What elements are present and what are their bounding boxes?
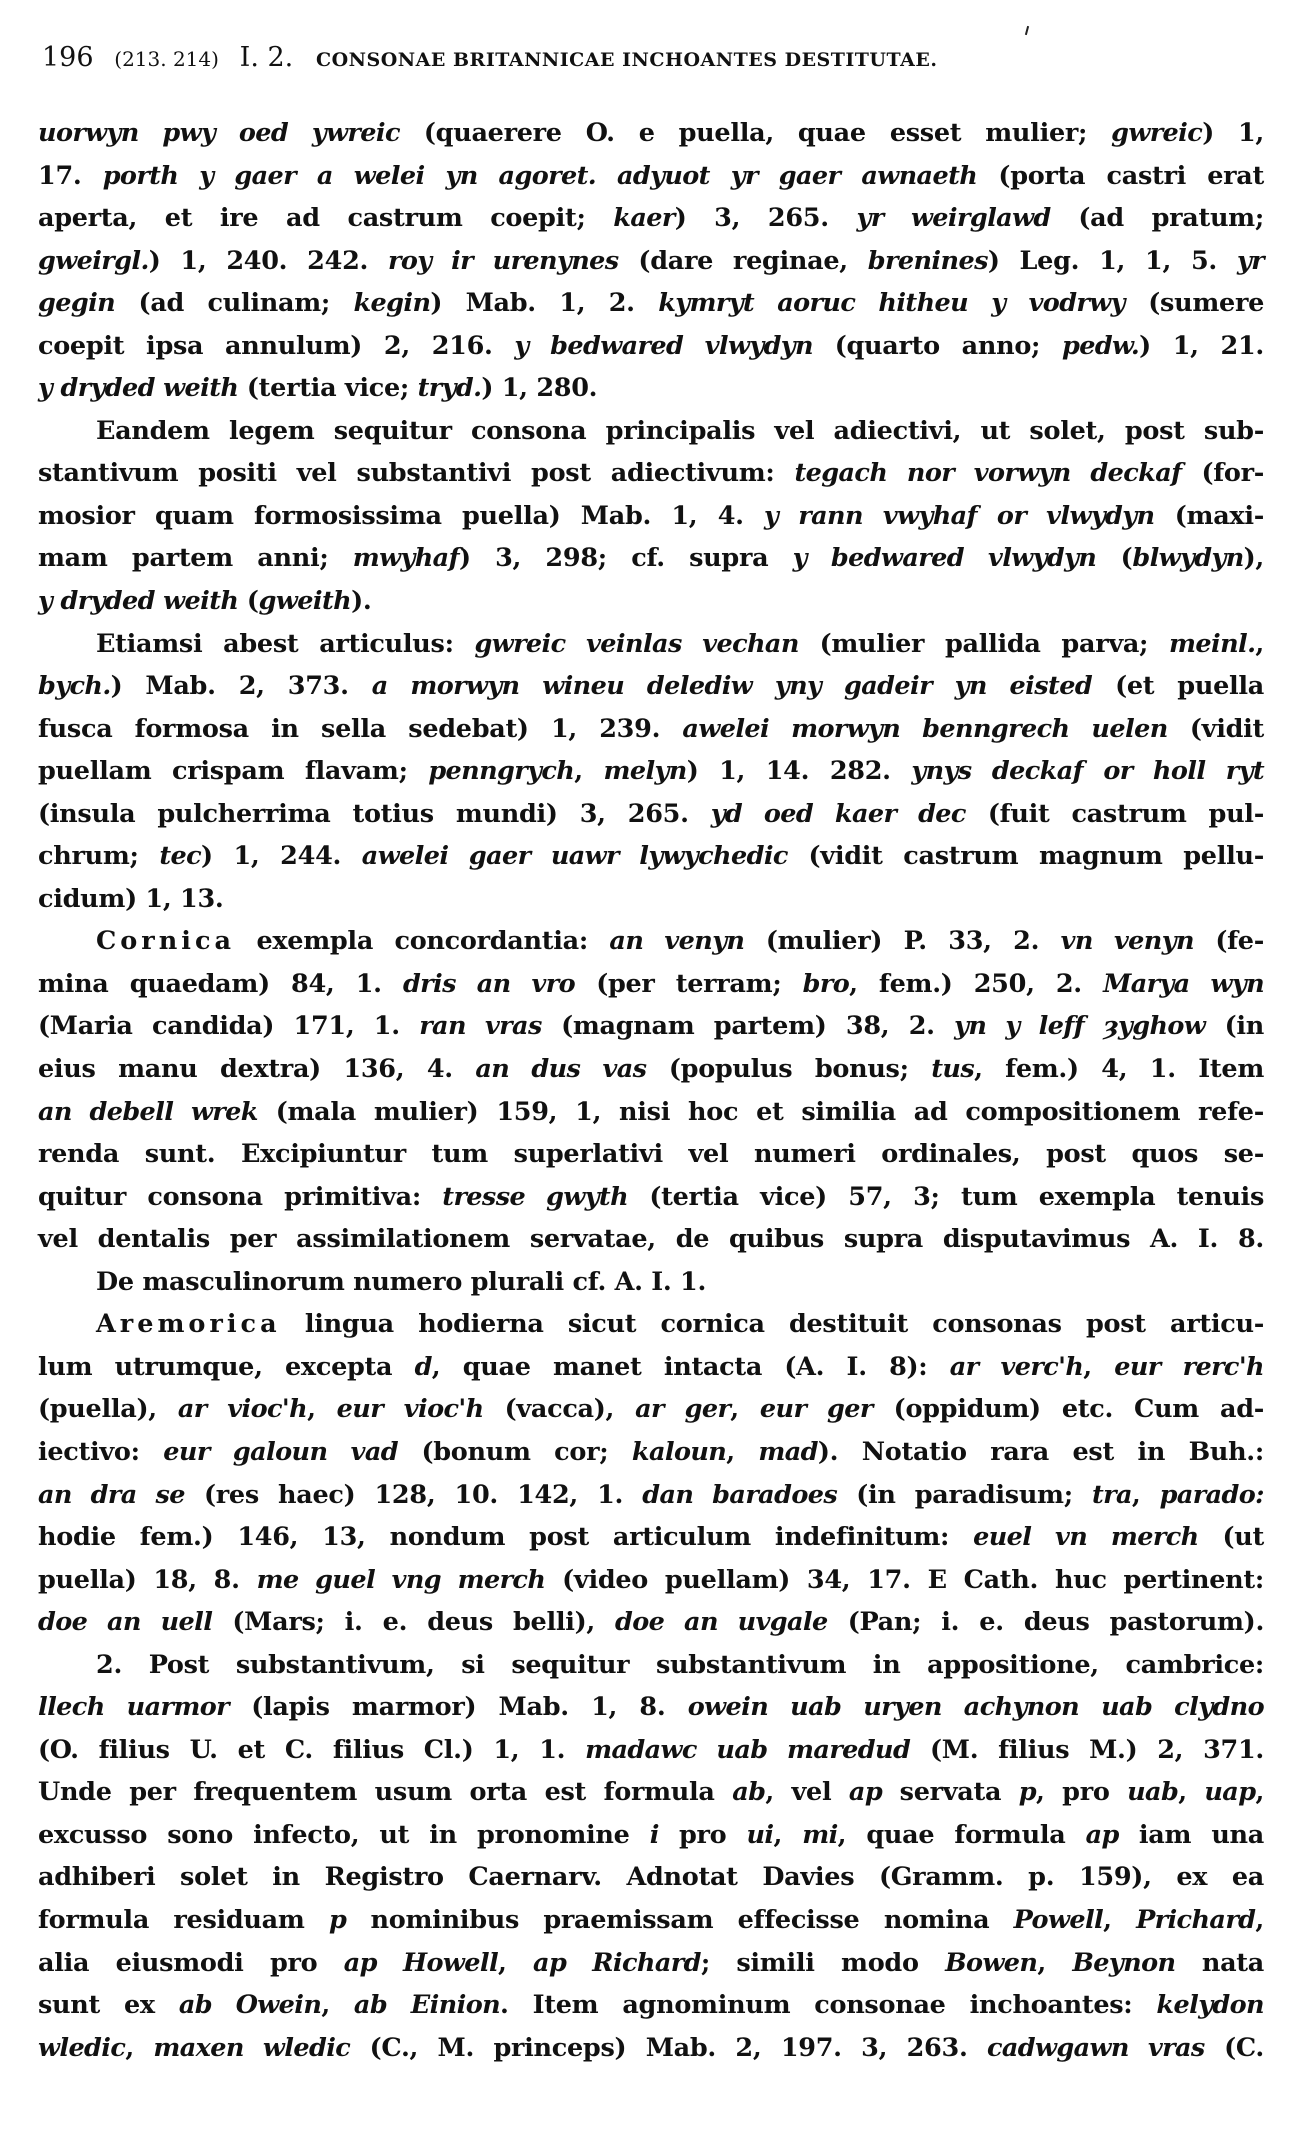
roman-text: lum utrumque, excepta [38,1351,415,1382]
roman-text: (vacca), [483,1394,636,1425]
roman-text: adhiberi solet in Registro Caernarv. Adnotat Davies (Gramm. p. 159), ex ea [38,1862,1264,1893]
italic-citation: a morwyn wineu delediw yny gadeir yn eisted [371,671,1093,702]
roman-text: (insula pulcherrima totius mundi) 3, 265. [38,798,711,829]
spaced-term: Cornica [96,926,236,957]
italic-citation: kelydon [1156,1990,1264,2021]
roman-text: , [1255,1904,1264,1935]
roman-text: (C., M. princeps) Mab. 2, 197. 3, 263. [350,2032,987,2063]
italic-citation: ap Howell [343,1947,499,1978]
roman-text: (populus bonus; [646,1054,932,1085]
print-mark [1025,26,1029,35]
italic-citation: porth y gaer a welei yn agoret. adyuot yr gaer awnaeth [102,160,978,191]
roman-text: (in [1205,1011,1264,1042]
italic-citation: y bedwared vlwydyn [792,543,1097,574]
italic-citation: ap [848,1777,883,1808]
roman-text: , [1131,1479,1160,1510]
text-line [38,665,1264,708]
italic-citation: melyn [603,756,687,787]
text-line [38,1261,1264,1304]
roman-text: ) 1, 21. [1139,330,1264,361]
text-line [38,1601,1264,1644]
italic-citation: kaloun [631,1436,727,1467]
italic-citation: me guel vng merch [256,1564,546,1595]
roman-text: Etiamsi abest articulus: [96,628,475,659]
roman-text: puellam crispam flavam; [38,756,429,787]
italic-citation: penngrych [428,756,575,787]
roman-text: formula residuam [38,1904,329,1935]
text-line [38,1771,1264,1814]
running-title: CONSONAE BRITANNICAE INCHOANTES DESTITUTAE. [315,49,938,71]
italic-citation: yr [1236,245,1264,276]
roman-text: (video puellam) 34, 17. E Cath. huc pertinent: [545,1564,1264,1595]
italic-citation: tryd. [417,373,482,404]
roman-text: excusso sono infecto, ut in pronomine [38,1819,650,1850]
roman-text: (sumere [1124,288,1265,319]
spaced-term: Aremorica [96,1309,281,1340]
roman-text: mosior quam formosissima puella) Mab. 1, 4. [38,500,765,531]
roman-text: (vidit [1167,713,1264,744]
text-line [38,1133,1264,1176]
roman-text: lingua hodierna sicut cornica destituit consonas post articu- [280,1309,1264,1340]
roman-text: ). Notatio rara est in Buh.: [817,1436,1265,1467]
roman-text: 2. Post substantivum, si sequitur substantivum in appositione, cambrice: [96,1649,1264,1680]
body-text [38,112,1264,2069]
roman-text: ) 1, [1202,118,1264,148]
roman-text: Eandem legem sequitur consona principalis vel adiectivi, ut solet, post sub- [96,415,1264,446]
roman-text: , pro [1036,1777,1128,1808]
section-number: I. 2. [239,42,294,73]
text-line [38,623,1264,666]
roman-text: Unde per frequentem usum orta est formula [38,1777,733,1808]
italic-citation: gwreic [1111,118,1203,148]
italic-citation: bro [802,968,850,999]
italic-citation: Bowen [945,1947,1038,1978]
text-line [38,920,1264,963]
roman-text: (in paradisum; [837,1479,1092,1510]
italic-citation: awelei morwyn benngrech uelen [682,713,1168,744]
text-line [38,112,1264,155]
text-line [38,1048,1264,1091]
italic-citation: tresse gwyth [442,1181,629,1212]
roman-text: mam partem anni; [38,543,353,574]
italic-citation: ui [746,1819,774,1850]
italic-citation: an dus vas [475,1054,647,1085]
text-line [38,750,1264,793]
italic-citation: brenines [867,245,988,276]
roman-text: hodie fem.) 146, 13, nondum post articulum indefinitum: [38,1522,974,1553]
italic-citation: eur rerc'h [1114,1351,1264,1382]
text-line [38,1856,1264,1899]
roman-text: , [773,1819,803,1850]
roman-text: (ad pratum; [1050,203,1264,234]
italic-citation: maxen wledic [153,2032,351,2063]
roman-text: nominibus praemissam effecisse nomina [346,1904,1014,1935]
roman-text: ) 3, 298; cf. supra [458,543,793,574]
italic-citation: an debell wrek [38,1096,258,1127]
roman-text: mina quaedam) 84, 1. [38,968,403,999]
text-line [38,537,1264,580]
text-line [38,1729,1264,1772]
italic-citation: uorwyn pwy oed ywreic [38,118,400,148]
italic-citation: ap [1085,1819,1119,1850]
italic-citation: dan baradoes [642,1479,838,1510]
text-line [38,325,1264,368]
roman-text: vel dentalis per assimilationem servatae, de quibus supra disputavimus A. I. 8. [38,1224,1264,1255]
text-line [38,793,1264,836]
italic-citation: cadwgawn vras [986,2032,1205,2063]
italic-citation: mi [802,1819,838,1850]
roman-text: , [321,1990,354,2021]
roman-text: (M. filius M.) 2, 371. [910,1734,1265,1765]
italic-citation: y dryded weith [38,373,239,404]
roman-text: , [730,1394,760,1425]
italic-citation: yd oed kaer dec [710,798,966,829]
roman-text: iam una [1118,1819,1265,1850]
text-line [38,410,1264,453]
text-line [38,452,1264,495]
italic-citation: kegin [353,288,431,319]
roman-text: , [1037,1947,1073,1978]
text-line [38,1942,1264,1985]
italic-citation: roy ir urenynes [388,245,619,276]
roman-text: , [574,756,604,787]
italic-citation: d [414,1351,432,1382]
roman-text: (Maria candida) 171, 1. [38,1011,420,1042]
roman-text: , [1178,1777,1205,1808]
roman-text: 17. [38,160,103,191]
roman-text: aperta, et ire ad castrum coepit; [38,203,614,234]
roman-text: ). [351,586,372,617]
italic-citation: ar verc'h [949,1351,1084,1382]
roman-text: , [1083,1351,1115,1382]
roman-text: ) 1, 14. 282. [686,756,912,787]
text-line [38,367,1264,410]
roman-text: exempla concordantia: [235,926,610,957]
text-line [38,1686,1264,1729]
roman-text: (Pan; i. e. deus pastorum). [827,1607,1265,1638]
roman-text: , [726,1436,759,1467]
roman-text: , [498,1947,534,1978]
roman-text: ; simili modo [700,1947,946,1978]
roman-text: (magnam partem) 38, 2. [541,1011,955,1042]
italic-citation: gweirgl. [38,245,149,276]
text-line [38,1431,1264,1474]
roman-text: renda sunt. Excipiuntur tum superlativi vel numeri ordinales, post quos se- [38,1139,1264,1170]
text-line [38,1091,1264,1134]
roman-text: (oppidum) etc. Cum ad- [872,1394,1265,1425]
text-line [38,1644,1264,1687]
italic-citation: bych. [38,671,111,702]
text-line [38,1176,1264,1219]
roman-text: (fe- [1193,926,1265,957]
italic-citation: ran vras [419,1011,542,1042]
roman-text: ( [238,586,259,617]
italic-citation: an venyn [609,926,745,957]
italic-citation: gweith [258,586,352,617]
italic-citation: pedw. [1061,330,1140,361]
italic-citation: awelei gaer uawr lywychedic [361,841,788,872]
italic-citation: y rann vwyhaf or vlwydyn [764,500,1155,531]
italic-citation: eur vioc'h [336,1394,484,1425]
roman-text: ) 1, 244. [201,841,362,872]
italic-citation: ar vioc'h [177,1394,308,1425]
roman-text: (res haec) 128, 10. 142, 1. [184,1479,643,1510]
text-line [38,1346,1264,1389]
text-line [38,1899,1264,1942]
roman-text: (Mars; i. e. deus belli), [212,1607,616,1638]
italic-citation: vn venyn [1060,926,1194,957]
italic-citation: Marya wyn [1103,968,1265,999]
italic-citation: owein uab uryen achynon uab clydno [687,1692,1264,1723]
italic-citation: tra [1091,1479,1132,1510]
roman-text: (fuit castrum pul- [965,798,1264,829]
italic-citation: kaer [613,203,675,234]
italic-citation: llech uarmor [38,1692,229,1723]
roman-text: (quaerere O. e puella, quae esset mulier; [399,118,1112,148]
roman-text: ), [1243,543,1264,574]
roman-text: (vidit castrum magnum pellu- [787,841,1265,872]
italic-citation: ab [732,1777,766,1808]
italic-citation: parado: [1159,1479,1264,1510]
roman-text: cidum) 1, 13. [38,883,224,914]
italic-citation: p [328,1904,347,1935]
italic-citation: uap [1204,1777,1256,1808]
italic-citation: mad [758,1436,818,1467]
roman-text: , [1103,1904,1137,1935]
roman-text: . Item agnominum consonae inchoantes: [500,1990,1157,2021]
roman-text: (porta castri erat [977,160,1265,191]
roman-text: stantivum positi vel substantivi post adiectivum: [38,458,795,489]
roman-text: sunt ex [38,1990,179,2021]
italic-citation: ab Einion [353,1990,501,2021]
roman-text: (mulier) P. 33, 2. [744,926,1061,957]
text-line [38,155,1264,198]
text-line [38,1814,1264,1857]
roman-text: (tertia vice; [238,373,418,404]
italic-citation: gwreic veinlas vechan [474,628,799,659]
roman-text: ) 1, 280. [481,373,598,404]
roman-text: ( [1096,543,1133,574]
italic-citation: kymryt aoruc hitheu y vodrwy [658,288,1125,319]
italic-citation: i [649,1819,659,1850]
text-line [38,495,1264,538]
italic-citation: doe an uell [38,1607,213,1638]
italic-citation: y dryded weith [38,586,239,617]
text-line [38,1218,1264,1261]
italic-citation: eur galoun vad [163,1436,398,1467]
italic-citation: doe an uvgale [615,1607,828,1638]
roman-text: (for- [1181,458,1265,489]
text-line [38,580,1264,623]
text-line [38,1005,1264,1048]
roman-text: quitur consona primitiva: [38,1181,443,1212]
roman-text: chrum; [38,841,160,872]
roman-text: nata [1175,1947,1265,1978]
roman-text: (mala mulier) 159, 1, nisi hoc et similia ad compositionem refe- [257,1096,1264,1127]
italic-citation: ap Richard [533,1947,701,1978]
roman-text: (tertia vice) 57, 3; tum exempla tenuis [628,1181,1264,1212]
italic-citation: eur ger [759,1394,873,1425]
roman-text: (ad culinam; [115,288,354,319]
italic-citation: tec [159,841,202,872]
italic-citation: madawc uab maredud [585,1734,911,1765]
roman-text: iectivo: [38,1436,164,1467]
roman-text: (per terram; [575,968,803,999]
text-line [38,1516,1264,1559]
italic-citation: blwydyn [1132,543,1244,574]
italic-citation: euel vn merch [973,1522,1199,1553]
roman-text: , [1255,1777,1265,1808]
roman-text: eius manu dextra) 136, 4. [38,1054,476,1085]
italic-citation: p [1018,1777,1037,1808]
roman-text: De masculinorum numero plurali cf. A. I. 1. [96,1266,707,1297]
roman-text: (puella), [38,1394,178,1425]
text-line [38,2027,1264,2070]
text-line [38,878,1264,921]
section-references: (213. 214) [114,47,219,71]
roman-text: (bonum cor; [397,1436,632,1467]
roman-text: (lapis marmor) Mab. 1, 8. [228,1692,688,1723]
italic-citation: yn y leff ȝyghow [954,1011,1206,1042]
text-line [38,708,1264,751]
italic-citation: tegach nor vorwyn deckaf [794,458,1182,489]
text-line [38,1474,1264,1517]
roman-text: ) 1, 240. 242. [148,245,389,276]
roman-text: , vel [765,1777,849,1808]
italic-citation: gegin [38,288,116,319]
roman-text: (C. [1204,2032,1265,2063]
roman-text: (ut [1198,1522,1265,1553]
text-line [38,197,1264,240]
roman-text: pro [658,1819,747,1850]
roman-text: , [1255,628,1264,659]
roman-text: coepit ipsa annulum) 2, 216. [38,330,515,361]
roman-text: alia eiusmodi pro [38,1947,344,1978]
text-line [38,282,1264,325]
roman-text: , fem.) 250, 2. [849,968,1104,999]
italic-citation: y bedwared vlwydyn [514,330,813,361]
italic-citation: Powell [1013,1904,1104,1935]
italic-citation: wledic [38,2032,126,2063]
text-line [38,240,1264,283]
roman-text: puella) 18, 8. [38,1564,257,1595]
roman-text: (dare reginae, [618,245,868,276]
italic-citation: an dra se [38,1479,185,1510]
page-number: 196 [42,42,94,73]
roman-text: (mulier pallida parva; [798,628,1169,659]
roman-text: , [307,1394,337,1425]
roman-text: (quarto anno; [812,330,1062,361]
running-header [42,38,1242,78]
italic-citation: mwyhaf [352,543,459,574]
roman-text: ) Leg. 1, 1, 5. [987,245,1237,276]
italic-citation: meinl. [1169,628,1256,659]
roman-text: (maxi- [1154,500,1265,531]
italic-citation: tus [931,1054,975,1085]
roman-text: , quae formula [837,1819,1086,1850]
roman-text: , [125,2032,154,2063]
italic-citation: ab Owein [178,1990,322,2021]
roman-text: servata [882,1777,1019,1808]
roman-text: ) 3, 265. [674,203,857,234]
roman-text: (et puella [1092,671,1264,702]
italic-citation: ynys deckaf or holl ryt [911,756,1264,787]
roman-text: ) Mab. 1, 2. [430,288,659,319]
text-line [38,1303,1264,1346]
text-line [38,1984,1264,2027]
italic-citation: yr weirglawd [856,203,1051,234]
roman-text: , quae manet intacta (A. I. 8): [431,1351,950,1382]
italic-citation: uab [1127,1777,1179,1808]
italic-citation: Prichard [1136,1904,1256,1935]
roman-text: ) Mab. 2, 373. [110,671,372,702]
text-line [38,963,1264,1006]
roman-text: fusca formosa in sella sedebat) 1, 239. [38,713,683,744]
text-line [38,1388,1264,1431]
roman-text: , fem.) 4, 1. Item [974,1054,1265,1085]
italic-citation: Beynon [1072,1947,1176,1978]
italic-citation: ar ger [635,1394,731,1425]
roman-text: (O. filius U. et C. filius Cl.) 1, 1. [38,1734,586,1765]
text-line [38,835,1264,878]
text-line [38,1559,1264,1602]
italic-citation: dris an vro [402,968,575,999]
